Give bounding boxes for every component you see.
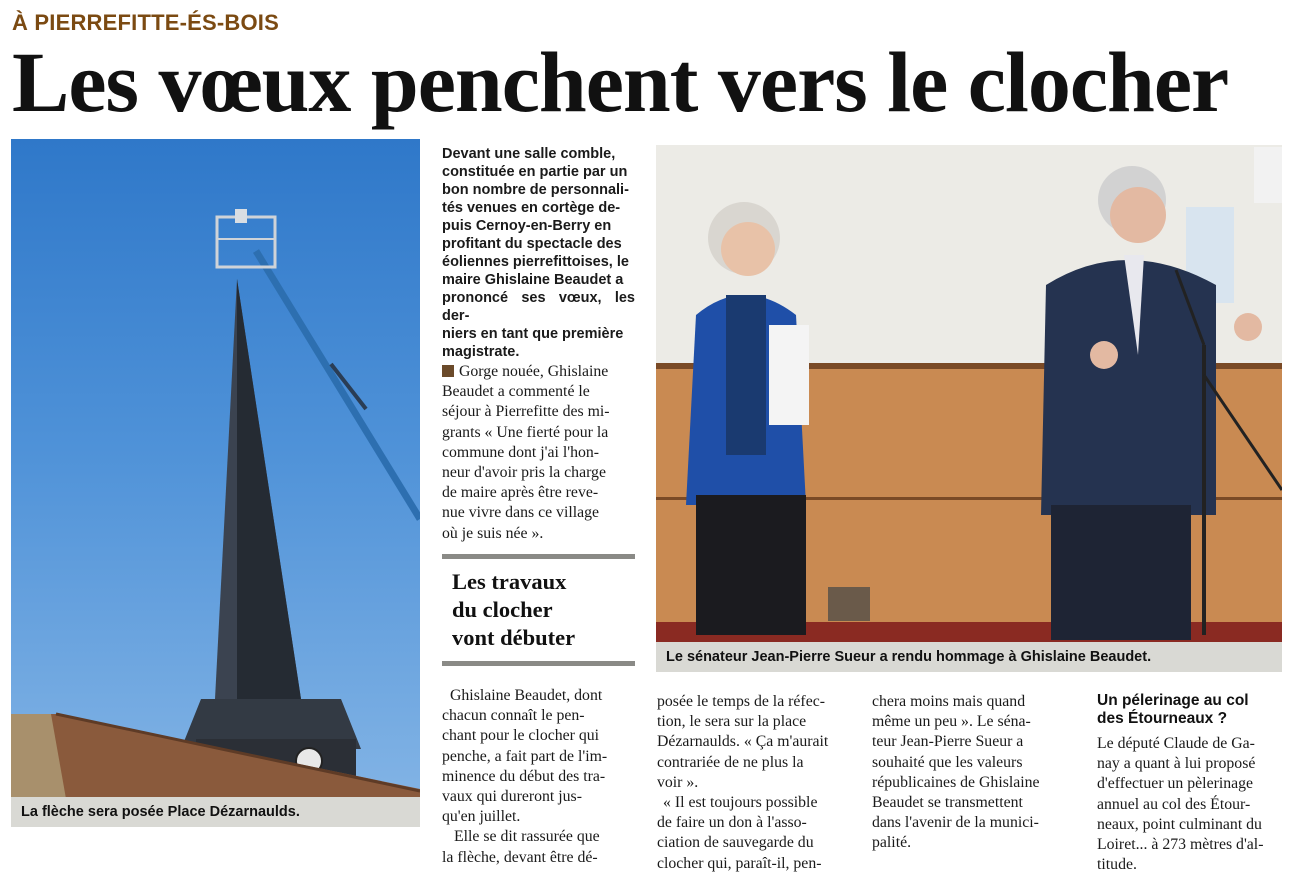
lead-line: tés venues en cortège de- [442, 200, 621, 216]
body-line: vaux qui dureront jus- [442, 788, 582, 806]
lead-paragraph [442, 145, 635, 361]
subhead-line: vont débuter [452, 625, 576, 650]
photo-ceremony [656, 145, 1282, 670]
lead-line: constituée en partie par un [442, 164, 628, 180]
body-line: républicaines de Ghislaine [872, 773, 1040, 791]
body-line: Elle se dit rassurée que [454, 828, 600, 846]
lead-line: profitant du spectacle des [442, 236, 622, 252]
intro-line: où je suis née ». [442, 524, 544, 542]
photo-caption-right: Le sénateur Jean-Pierre Sueur a rendu hommage à Ghislaine Beaudet. [656, 642, 1282, 672]
subhead [452, 568, 635, 652]
body-line: même un peu ». Le séna- [872, 713, 1031, 731]
lead-line: puis Cernoy-en-Berry en [442, 218, 612, 234]
body-column-1 [442, 686, 635, 868]
intro-line: Gorge nouée, Ghislaine [442, 362, 635, 382]
lead-line: éoliennes pierrefittoises, le [442, 254, 629, 270]
body-line: qu'en juillet. [442, 808, 521, 826]
photo-church-spire [11, 139, 420, 827]
body-line: la flèche, devant être dé- [442, 848, 598, 866]
body-line: voir ». [657, 773, 699, 791]
body-line: clocher qui, paraît-il, pen- [657, 854, 822, 872]
body-column-4 [1097, 734, 1282, 875]
body-line: ciation de sauvegarde du [657, 834, 814, 852]
subhead-line: du clocher [452, 597, 553, 622]
sidebar-heading-line: des Étourneaux ? [1097, 710, 1228, 727]
body-line: chant pour le clocher qui [442, 727, 600, 745]
sidebar-heading-line: Un pélerinage au col [1097, 692, 1249, 709]
intro-line: grants « Une fierté pour la [442, 423, 609, 441]
body-line: chacun connaît le pen- [442, 707, 585, 725]
intro-line: nue vivre dans ce village [442, 504, 600, 522]
body-line: chera moins mais quand [872, 693, 1026, 710]
body-line: posée le temps de la réfec- [657, 693, 825, 710]
body-line: Le député Claude de Ga- [1097, 735, 1255, 752]
section-kicker: À PIERREFITTE-ÉS-BOIS [12, 10, 279, 35]
lead-line: bon nombre de personnali- [442, 182, 629, 198]
body-line: d'effectuer un pèlerinage [1097, 775, 1254, 793]
church-spire-illustration [11, 139, 420, 827]
body-line: penche, a fait part de l'im- [442, 747, 608, 765]
page-title: Les vœux penchent vers le clocher [12, 34, 1229, 130]
body-line: palité. [872, 834, 912, 852]
body-line: tion, le sera sur la place [657, 713, 807, 731]
body-line: de faire un don à l'asso- [657, 814, 807, 832]
body-line: dans l'avenir de la munici- [872, 814, 1039, 832]
paragraph-square-icon [442, 365, 454, 377]
body-line: annuel au col des Étour- [1097, 795, 1251, 813]
body-line: Ghislaine Beaudet, dont [450, 687, 603, 704]
subhead-rule-top [442, 554, 635, 559]
lead-line: prononcé ses vœux, les der- [442, 290, 635, 324]
body-line: « Il est toujours possible [663, 794, 818, 812]
lead-line: magistrate. [442, 344, 520, 360]
body-line: souhaité que les valeurs [872, 753, 1023, 771]
body-line: neaux, point culminant du [1097, 815, 1262, 833]
photo-caption-left: La flèche sera posée Place Dézarnaulds. [11, 797, 420, 827]
intro-line: de maire après être reve- [442, 484, 599, 502]
lead-line: Devant une salle comble, [442, 146, 616, 162]
body-line: minence du début des tra- [442, 767, 606, 785]
body-column-3 [872, 692, 1068, 854]
intro-paragraph [442, 362, 635, 544]
body-line: contrariée de ne plus la [657, 753, 804, 771]
lead-line: maire Ghislaine Beaudet a [442, 272, 624, 288]
intro-line: séjour à Pierrefitte des mi- [442, 403, 610, 421]
lead-line: niers en tant que première [442, 326, 624, 342]
sidebar-heading [1097, 692, 1282, 728]
intro-line: Beaudet a commenté le [442, 383, 590, 401]
ceremony-illustration [656, 145, 1282, 670]
body-line: titude. [1097, 856, 1137, 874]
body-line: Beaudet se transmettent [872, 794, 1023, 812]
body-line: Loiret... à 273 mètres d'al- [1097, 836, 1264, 854]
body-line: nay a quant à lui proposé [1097, 755, 1256, 773]
subhead-rule-bottom [442, 661, 635, 666]
subhead-line: Les travaux [452, 569, 567, 594]
body-column-2 [657, 692, 853, 874]
intro-line: neur d'avoir pris la charge [442, 464, 606, 482]
intro-line: commune dont j'ai l'hon- [442, 443, 600, 461]
body-line: Dézarnaulds. « Ça m'aurait [657, 733, 829, 751]
body-line: teur Jean-Pierre Sueur a [872, 733, 1024, 751]
